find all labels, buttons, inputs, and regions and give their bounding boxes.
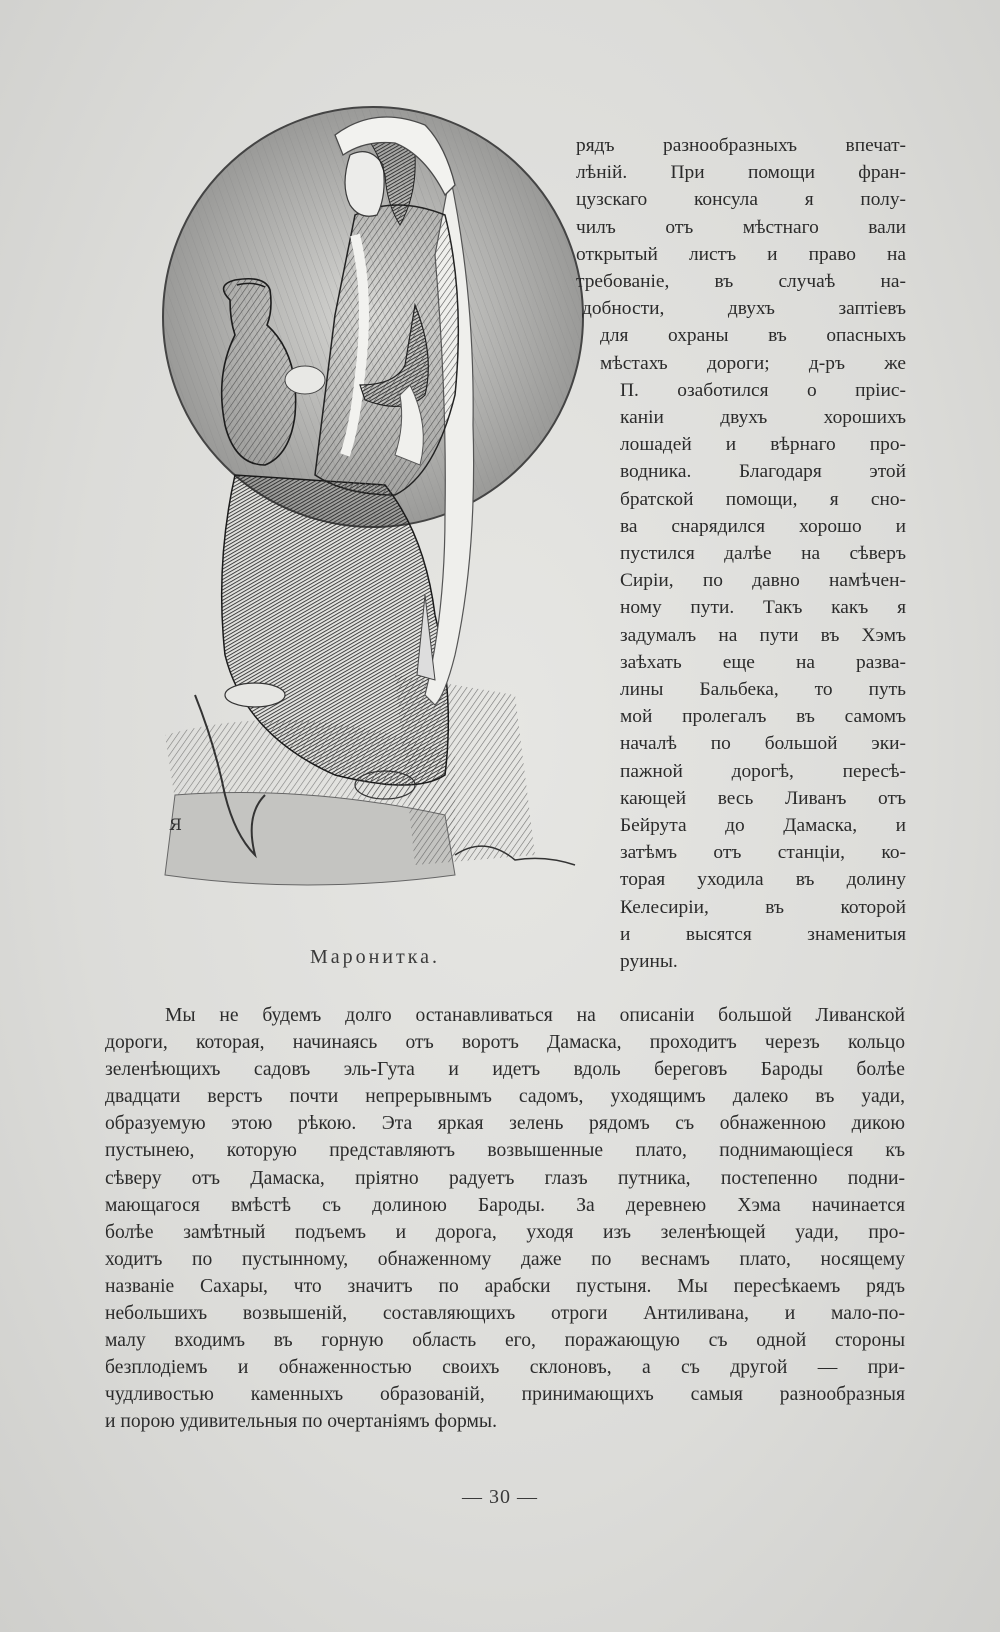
text-line: братской помощи, я сно- [620, 488, 906, 510]
svg-text:Я: Я [169, 815, 182, 834]
text-line: мающагося вмѣстѣ съ долиною Бароды. За деревнею Хэма начинается [105, 1194, 905, 1216]
main-paragraph [105, 1002, 905, 1436]
text-line: мѣстахъ дороги; д-ръ же [600, 352, 906, 374]
text-line: П. озаботился о пріис- [620, 379, 906, 401]
text-line: сѣверу отъ Дамаска, пріятно радуетъ глазъ путника, постепенно подни- [105, 1167, 905, 1189]
text-line: малу входимъ въ горную область его, поражающую съ одной стороны [105, 1330, 905, 1352]
text-line: Сиріи, по давно намѣчен- [620, 570, 906, 592]
text-line: водника. Благодаря этой [620, 461, 906, 483]
text-line: двадцати верстъ почти непрерывнымъ садомъ, уходящимъ далеко въ уади, [105, 1086, 905, 1108]
text-line: названіе Сахары, что значитъ по арабски пустыня. Мы пересѣкаемъ рядъ [105, 1275, 905, 1297]
text-line: пажной дорогѣ, пересѣ- [620, 760, 906, 782]
text-line: ходитъ по пустынному, обнаженному даже по веснамъ плато, носящему [105, 1248, 905, 1270]
text-line: зеленѣющихъ садовъ эль-Гута и идетъ вдоль береговъ Бароды болѣе [105, 1059, 905, 1081]
text-line: и порою удивительныя по очертаніямъ формы. [105, 1411, 497, 1433]
text-line: чилъ отъ мѣстнаго вали [576, 216, 906, 238]
text-line: цузскаго консула я полу- [576, 189, 906, 211]
text-line: пустился далѣе на сѣверъ [620, 543, 906, 565]
text-line: Мы не будемъ долго останавливаться на описаніи большой Ливанской [165, 1005, 905, 1026]
text-line: заѣхать еще на разва- [620, 651, 906, 673]
maronite-woman-engraving [155, 95, 615, 925]
engraving-illustration [155, 95, 615, 925]
text-line: ва снарядился хорошо и [620, 515, 906, 537]
text-line: открытый листъ и право на [576, 243, 906, 265]
text-line: рядъ разнообразныхъ впечат- [576, 135, 906, 156]
slipper-left [225, 683, 285, 707]
text-line: торая уходила въ долину [620, 869, 906, 891]
text-line: Келесиріи, въ которой [620, 896, 906, 918]
text-line: образуемую этою рѣкою. Эта яркая зелень рядомъ съ обнаженною дикою [105, 1113, 905, 1135]
face [345, 152, 384, 217]
text-line: лины Бальбека, то путь [620, 679, 906, 701]
text-line: чудливостью каменныхъ образованій, принимающихъ самыя разнообразныя [105, 1384, 905, 1406]
text-line: лѣній. При помощи фран- [576, 162, 906, 184]
figure-caption: Маронитка. [309, 946, 441, 968]
text-line: болѣе замѣтный подъемъ и дорога, уходя изъ зеленѣющей уади, про- [105, 1221, 905, 1243]
text-line: требованіе, въ случаѣ на- [576, 271, 906, 293]
text-line: добности, двухъ заптіевъ [582, 298, 906, 320]
text-line: ному пути. Такъ какъ я [620, 597, 906, 619]
text-line: небольшихъ возвышеній, составляющихъ отроги Антиливана, и мало-по- [105, 1303, 905, 1325]
text-line: мой пролегалъ въ самомъ [620, 706, 906, 728]
slipper-right [355, 771, 415, 799]
text-line: затѣмъ отъ станціи, ко- [620, 842, 906, 864]
text-line: для охраны въ опасныхъ [600, 325, 906, 347]
text-line: Бейрута до Дамаска, и [620, 815, 906, 837]
right-column-text [576, 132, 906, 975]
text-line: руины. [620, 951, 678, 973]
text-line: началѣ по большой эки- [620, 733, 906, 755]
text-line: безплодіемъ и обнаженностью своихъ склоновъ, а съ другой — при- [105, 1357, 905, 1379]
text-line: лошадей и вѣрнаго про- [620, 434, 906, 456]
text-line: дороги, которая, начинаясь отъ воротъ Дамаска, проходитъ черезъ кольцо [105, 1032, 905, 1054]
text-line: и высятся знаменитыя [620, 923, 906, 945]
text-line: задумалъ на пути въ Хэмъ [620, 624, 906, 646]
text-line: пустынею, которую представляютъ возвышенные плато, поднимающіеся къ [105, 1140, 905, 1162]
text-line: каніи двухъ хорошихъ [620, 407, 906, 429]
page-number: — 30 — [462, 1486, 538, 1508]
text-line: кающей весь Ливанъ отъ [620, 787, 906, 809]
